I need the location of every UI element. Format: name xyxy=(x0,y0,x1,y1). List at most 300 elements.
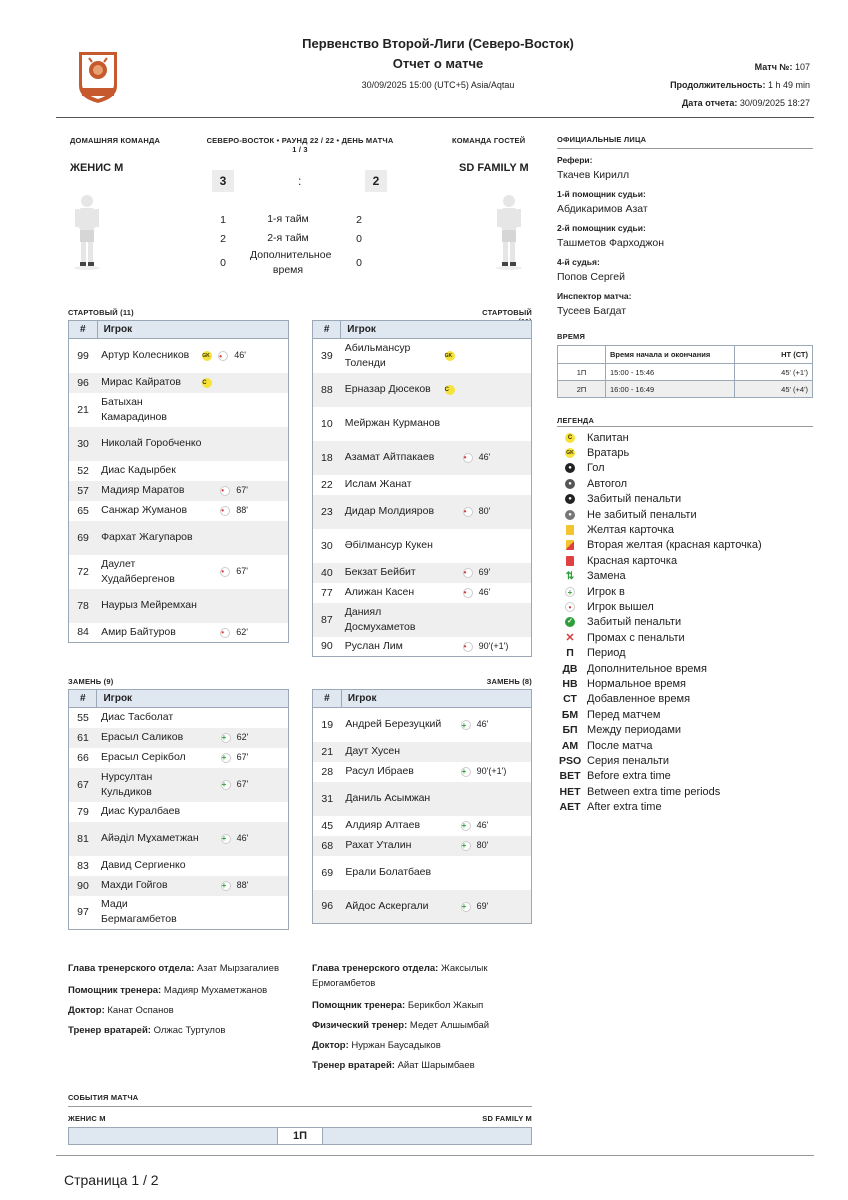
staff-role: Помощник тренера: xyxy=(312,1000,406,1011)
staff-name: Жаксылык Ермогамбетов xyxy=(312,963,488,989)
player-number: 68 xyxy=(313,836,342,856)
player-events xyxy=(202,373,288,393)
player-row xyxy=(313,603,532,637)
away-staff xyxy=(312,961,532,1076)
staff-role: Доктор: xyxy=(68,1005,105,1016)
player-events xyxy=(202,589,288,623)
staff-role: Доктор: xyxy=(312,1040,349,1051)
player-events xyxy=(203,708,289,728)
legend-abbr-label: Серия пенальти xyxy=(587,754,670,767)
player-number: 77 xyxy=(321,586,333,599)
legend-label: Гол xyxy=(587,462,605,475)
player-name: Ерали Болатбаев xyxy=(345,866,432,878)
player-number: 19 xyxy=(321,718,334,731)
player-number: 65 xyxy=(77,504,89,517)
staff-name: Медет Алшымбай xyxy=(409,1020,490,1031)
staff-name: Нуржан Баусадыков xyxy=(351,1040,441,1051)
player-row xyxy=(313,890,532,924)
player-row xyxy=(313,762,532,782)
legend-abbr-item xyxy=(559,707,813,722)
staff-role: Помощник тренера: xyxy=(68,985,162,996)
legend-list xyxy=(559,430,813,815)
away-subs-label: ЗАМЕНЬ (8) xyxy=(486,677,532,686)
report-date: Дата отчета: 30/09/2025 18:27 xyxy=(681,98,810,108)
table-header-row xyxy=(69,321,289,339)
legend-abbr: BET xyxy=(559,770,581,783)
player-row xyxy=(313,856,532,890)
period-row xyxy=(210,248,390,278)
player-in-icon: + xyxy=(559,587,581,597)
captain-icon: C xyxy=(445,385,455,395)
player-name: Даулет Худайбергенов xyxy=(101,557,175,585)
substitution-icon: ⇅ xyxy=(565,570,575,582)
official-entry xyxy=(557,189,813,215)
period-away-score: 0 xyxy=(356,257,362,269)
period-home-score: 1 xyxy=(220,213,226,226)
event-time: 80' xyxy=(476,840,489,851)
legend-abbr: ДВ xyxy=(562,662,578,675)
player-name: Руслан Лим xyxy=(344,639,403,652)
legend-abbr-item xyxy=(559,753,813,768)
player-row xyxy=(69,822,289,856)
player-row xyxy=(69,339,289,373)
col-number: # xyxy=(69,690,97,708)
player-out-icon: • xyxy=(220,506,230,516)
player-name: Санжар Жуманов xyxy=(101,504,188,516)
event-time: 67' xyxy=(236,566,249,577)
staff-entry xyxy=(68,961,298,976)
period-label: 1-я тайм xyxy=(267,213,309,225)
player-number: 10 xyxy=(321,417,333,430)
player-name: Айдос Аскергали xyxy=(341,890,442,924)
player-number: 78 xyxy=(69,589,98,623)
player-name: Дидар Молдияров xyxy=(341,495,445,529)
home-staff xyxy=(68,961,298,1041)
player-in-icon: + xyxy=(221,780,231,790)
red-card-icon xyxy=(559,556,581,566)
player-events xyxy=(445,495,532,529)
legend-label: Капитан xyxy=(587,431,629,444)
official-role: Рефери: xyxy=(557,155,593,165)
player-events xyxy=(202,555,288,589)
player-events xyxy=(443,890,532,924)
player-number: 90 xyxy=(69,876,97,896)
player-row xyxy=(69,393,289,427)
home-subs-label: ЗАМЕНЬ (9) xyxy=(68,677,114,686)
period-label: 2-я тайм xyxy=(267,232,309,244)
player-name: Ерасыл Серікбол xyxy=(100,751,186,763)
player-row xyxy=(69,768,289,802)
goalkeeper-icon: GK xyxy=(202,351,212,361)
time-range: 15:00 - 15:46 xyxy=(606,364,735,381)
score-separator: : xyxy=(298,174,302,188)
player-number: 30 xyxy=(321,539,333,552)
report-title: Первенство Второй-Лиги (Северо-Восток) xyxy=(302,36,574,51)
player-events xyxy=(443,816,532,836)
events-period-marker: 1П xyxy=(277,1128,323,1144)
player-number: 72 xyxy=(77,565,89,578)
legend-abbr-item xyxy=(559,645,813,660)
player-events xyxy=(445,475,532,495)
player-name: Давид Сергиенко xyxy=(100,859,186,871)
col-player: Игрок xyxy=(341,690,531,708)
time-added: 45' (+4') xyxy=(735,381,813,398)
player-name: Диас Тасболат xyxy=(100,711,174,724)
player-row xyxy=(313,637,532,657)
official-role: Инспектор матча: xyxy=(557,291,632,301)
event-time: 46' xyxy=(236,833,249,844)
legend-abbr-item xyxy=(559,769,813,784)
player-name: Николай Горобченко xyxy=(97,427,202,461)
legend-label: Промах с пенальти xyxy=(587,631,685,644)
player-row xyxy=(69,427,289,461)
player-row xyxy=(313,339,532,373)
events-timeline xyxy=(68,1127,532,1145)
official-entry xyxy=(557,257,813,283)
staff-name: Олжас Туртулов xyxy=(153,1025,226,1036)
legend-item xyxy=(559,445,813,460)
player-number: 66 xyxy=(77,751,89,764)
event-time: 67' xyxy=(236,485,249,496)
header-divider xyxy=(56,117,814,118)
legend-abbr: НВ xyxy=(562,677,578,690)
time-added: 45' (+1') xyxy=(735,364,813,381)
events-title: СОБЫТИЯ МАТЧА xyxy=(68,1093,139,1102)
events-home-side xyxy=(69,1128,277,1144)
table-header-row xyxy=(313,321,532,339)
legend-abbr: СТ xyxy=(563,693,577,706)
staff-entry xyxy=(68,981,298,1001)
legend-abbr: БП xyxy=(562,724,578,737)
player-events xyxy=(445,373,532,407)
own-goal-icon: ● xyxy=(559,479,581,489)
player-row xyxy=(69,876,289,896)
player-name: Расул Ибраев xyxy=(345,765,414,777)
goal-icon: ● xyxy=(559,463,581,473)
penalty-missed-icon: ● xyxy=(559,510,581,520)
official-name: Попов Сергей xyxy=(557,271,625,283)
event-time: 90'(+1') xyxy=(478,640,509,651)
second-yellow-icon xyxy=(559,540,581,550)
official-entry xyxy=(557,291,813,317)
player-row xyxy=(313,836,532,856)
player-name: Диас Куралбаев xyxy=(100,805,181,817)
player-out-icon: • xyxy=(463,642,473,652)
player-name: Бекзат Бейбит xyxy=(341,563,445,583)
player-in-icon: + xyxy=(461,720,471,730)
legend-abbr-item xyxy=(559,722,813,737)
staff-entry xyxy=(312,996,532,1016)
player-name: Наурыз Мейремхан xyxy=(97,589,202,623)
player-row xyxy=(313,441,532,475)
player-name: Мирас Кайратов xyxy=(97,373,202,393)
captain-icon: C xyxy=(202,378,212,388)
player-number: 97 xyxy=(77,906,89,919)
player-name: Ерасыл Саликов xyxy=(97,728,203,748)
player-row xyxy=(69,802,289,822)
legend-divider xyxy=(557,426,813,427)
away-subs-table xyxy=(312,689,532,924)
period-home-score: 2 xyxy=(220,232,226,245)
home-player-figure xyxy=(72,194,102,270)
legend-item xyxy=(559,569,813,584)
player-number: 30 xyxy=(69,427,98,461)
player-in-icon: + xyxy=(221,881,231,891)
player-events xyxy=(443,742,532,762)
player-out-icon: • xyxy=(463,568,473,578)
player-name: Мадияр Маратов xyxy=(97,481,202,501)
time-period: 1П xyxy=(558,364,606,381)
player-events xyxy=(202,481,288,501)
legend-abbr-label: Between extra time periods xyxy=(587,785,721,798)
events-away-team: SD FAMILY M xyxy=(482,1114,532,1123)
player-number: 61 xyxy=(69,728,97,748)
legend-item xyxy=(559,522,813,537)
staff-role: Тренер вратарей: xyxy=(68,1025,151,1036)
event-time: 67' xyxy=(236,779,249,790)
staff-role: Глава тренерского отдела: xyxy=(68,963,195,974)
player-out-icon: • xyxy=(220,628,230,638)
player-name: Махди Гойгов xyxy=(97,876,203,896)
player-row xyxy=(313,529,532,563)
home-team-name: ЖЕНИС М xyxy=(70,162,124,174)
legend-item xyxy=(559,538,813,553)
event-time: 88' xyxy=(236,505,249,516)
legend-abbr-label: After extra time xyxy=(587,801,662,814)
shootout-missed-icon: ✕ xyxy=(565,631,575,644)
player-out-icon: • xyxy=(559,602,581,612)
official-role: 1-й помощник судьи: xyxy=(557,189,646,199)
player-row xyxy=(313,475,532,495)
legend-label: Замена xyxy=(587,570,626,583)
home-starting-label: СТАРТОВЫЙ (11) xyxy=(68,308,134,317)
legend-abbr-label: Добавленное время xyxy=(587,693,691,706)
legend-item xyxy=(559,599,813,614)
legend-abbr-label: Период xyxy=(587,647,626,660)
match-datetime: 30/09/2025 15:00 (UTC+5) Asia/Aqtau xyxy=(361,80,515,90)
legend-title: ЛЕГЕНДА xyxy=(557,416,595,425)
away-team-name: SD FAMILY M xyxy=(459,162,529,174)
player-number: 28 xyxy=(321,765,334,778)
event-time: 88' xyxy=(236,880,249,891)
col-number: # xyxy=(313,690,342,708)
yellow-card-icon xyxy=(559,525,581,535)
staff-name: Азат Мырзагалиев xyxy=(196,963,279,974)
player-out-icon: • xyxy=(220,567,230,577)
player-events xyxy=(203,822,289,856)
legend-item xyxy=(559,430,813,445)
player-row xyxy=(69,481,289,501)
player-name: Андрей Березуцкий xyxy=(345,718,442,731)
player-row xyxy=(313,742,532,762)
time-range: 16:00 - 16:49 xyxy=(606,381,735,398)
away-player-figure xyxy=(494,194,524,270)
event-time: 46' xyxy=(478,587,491,598)
col-number: # xyxy=(69,321,98,339)
player-events xyxy=(202,623,288,643)
player-name: Алдияр Алтаев xyxy=(345,819,421,831)
legend-label: Красная карточка xyxy=(587,554,678,567)
match-number: Матч №: 107 xyxy=(754,62,810,72)
player-row xyxy=(313,583,532,603)
player-row xyxy=(69,555,289,589)
player-row xyxy=(313,782,532,816)
player-number: 57 xyxy=(69,481,98,501)
player-name: Ислам Жанат xyxy=(344,478,412,490)
player-number: 81 xyxy=(69,822,97,856)
player-name: Мейржан Курманов xyxy=(344,417,441,429)
events-divider xyxy=(68,1106,532,1107)
staff-entry xyxy=(312,1036,532,1056)
player-name: Айәділ Мұхаметжан xyxy=(97,822,203,856)
legend-label: Забитый пенальти xyxy=(587,493,682,506)
time-header-row xyxy=(558,346,813,364)
player-events xyxy=(202,521,288,555)
player-row xyxy=(313,708,532,742)
penalty-scored-icon: ● xyxy=(559,494,581,504)
player-in-icon: + xyxy=(221,733,231,743)
page-number: Страница 1 / 2 xyxy=(64,1172,159,1188)
player-number: 45 xyxy=(321,819,334,832)
player-name: Мади Бермагамбетов xyxy=(100,898,177,926)
staff-entry xyxy=(68,1001,298,1021)
period-away-score: 0 xyxy=(356,232,362,245)
player-row xyxy=(69,461,289,481)
player-name: Фархат Жагупаров xyxy=(97,521,202,555)
legend-abbr-item xyxy=(559,784,813,799)
player-events xyxy=(202,461,288,481)
home-score: 3 xyxy=(212,170,234,192)
player-events xyxy=(443,836,532,856)
player-in-icon: + xyxy=(461,767,471,777)
player-events xyxy=(203,876,289,896)
player-out-icon: • xyxy=(220,486,230,496)
player-events xyxy=(203,856,289,876)
player-events xyxy=(443,782,532,816)
player-number: 96 xyxy=(69,373,98,393)
player-name: Ерназар Дюсеков xyxy=(341,373,445,407)
player-name: Даниял Досмухаметов xyxy=(341,603,445,637)
player-name: Абильмансур Толенди xyxy=(344,341,411,369)
match-duration: Продолжительность: 1 h 49 min xyxy=(670,80,810,90)
staff-role: Тренер вратарей: xyxy=(312,1060,395,1071)
player-in-icon: + xyxy=(461,902,471,912)
player-row xyxy=(69,589,289,623)
official-role: 4-й судья: xyxy=(557,257,600,267)
player-name: Әбілмансур Кукен xyxy=(344,539,433,551)
staff-name: Канат Оспанов xyxy=(107,1005,174,1016)
time-table xyxy=(557,345,813,398)
legend-abbr-item xyxy=(559,692,813,707)
player-row xyxy=(69,501,289,521)
period-scores xyxy=(210,210,390,278)
time-col-range: Время начала и окончания xyxy=(606,346,735,364)
player-number: 22 xyxy=(321,478,333,491)
captain-icon: C xyxy=(559,433,581,443)
official-name: Ткачев Кирилл xyxy=(557,169,630,181)
player-number: 40 xyxy=(313,563,341,583)
staff-name: Берикбол Жакып xyxy=(407,1000,484,1011)
time-title: ВРЕМЯ xyxy=(557,332,586,341)
player-number: 69 xyxy=(321,866,334,879)
time-row xyxy=(558,364,813,381)
legend-item xyxy=(559,507,813,522)
legend-abbr: П xyxy=(566,647,574,660)
col-player: Игрок xyxy=(97,690,289,708)
staff-role: Физический тренер: xyxy=(312,1020,408,1031)
player-number: 52 xyxy=(77,464,89,477)
player-events xyxy=(445,603,532,637)
legend-abbr: БМ xyxy=(561,708,579,721)
legend-item xyxy=(559,584,813,599)
player-row xyxy=(313,373,532,407)
player-name: Азамат Айтпакаев xyxy=(341,441,445,475)
official-entry xyxy=(557,155,813,181)
period-row xyxy=(210,210,390,229)
player-number: 67 xyxy=(69,768,97,802)
event-time: 80' xyxy=(478,506,491,517)
legend-abbr-item xyxy=(559,738,813,753)
legend-item xyxy=(559,492,813,507)
away-starting-label: СТАРТОВЫЙ xyxy=(482,308,532,317)
legend-abbr-label: Нормальное время xyxy=(587,677,686,690)
legend-label: Игрок вышел xyxy=(587,600,654,613)
legend-abbr: PSO xyxy=(559,754,582,767)
player-number: 83 xyxy=(77,859,89,872)
time-row xyxy=(558,381,813,398)
legend-abbr: HET xyxy=(559,785,581,798)
home-team-label: ДОМАШНЯЯ КОМАНДА xyxy=(70,136,161,145)
player-events xyxy=(445,637,532,657)
player-events xyxy=(443,762,532,782)
player-number: 55 xyxy=(77,711,89,724)
legend-item xyxy=(559,476,813,491)
player-row xyxy=(313,407,532,441)
period-away-score: 2 xyxy=(356,213,362,226)
goalkeeper-icon: GK xyxy=(445,351,455,361)
player-row xyxy=(313,563,532,583)
officials-title: ОФИЦИАЛЬНЫЕ ЛИЦА xyxy=(557,135,647,144)
event-time: 69' xyxy=(476,900,489,911)
official-role: 2-й помощник судьи: xyxy=(557,223,646,233)
legend-label: Автогол xyxy=(587,477,628,490)
player-events xyxy=(445,583,532,603)
player-events xyxy=(445,339,532,373)
player-name: Амир Байтуров xyxy=(101,625,176,638)
player-number: 99 xyxy=(77,349,89,362)
events-away-side xyxy=(323,1128,531,1144)
player-row xyxy=(69,623,289,643)
period-home-score: 0 xyxy=(220,257,226,269)
goalkeeper-icon: GK xyxy=(566,450,574,457)
events-home-team: ЖЕНИС М xyxy=(68,1114,106,1123)
event-time: 46' xyxy=(234,350,247,361)
event-time: 67' xyxy=(236,752,249,763)
player-events xyxy=(202,501,288,521)
player-row xyxy=(69,896,289,930)
player-out-icon: • xyxy=(463,588,473,598)
player-events xyxy=(443,856,532,890)
legend-label: Забитый пенальти xyxy=(587,616,682,629)
player-name: Рахат Уталин xyxy=(341,836,442,856)
player-number: 18 xyxy=(313,441,341,475)
legend-abbr-label: Дополнительное время xyxy=(587,662,707,675)
player-row xyxy=(69,728,289,748)
event-time: 62' xyxy=(236,732,249,743)
legend-label: Желтая карточка xyxy=(587,524,674,537)
player-number: 84 xyxy=(77,626,89,639)
staff-entry xyxy=(312,1016,532,1036)
